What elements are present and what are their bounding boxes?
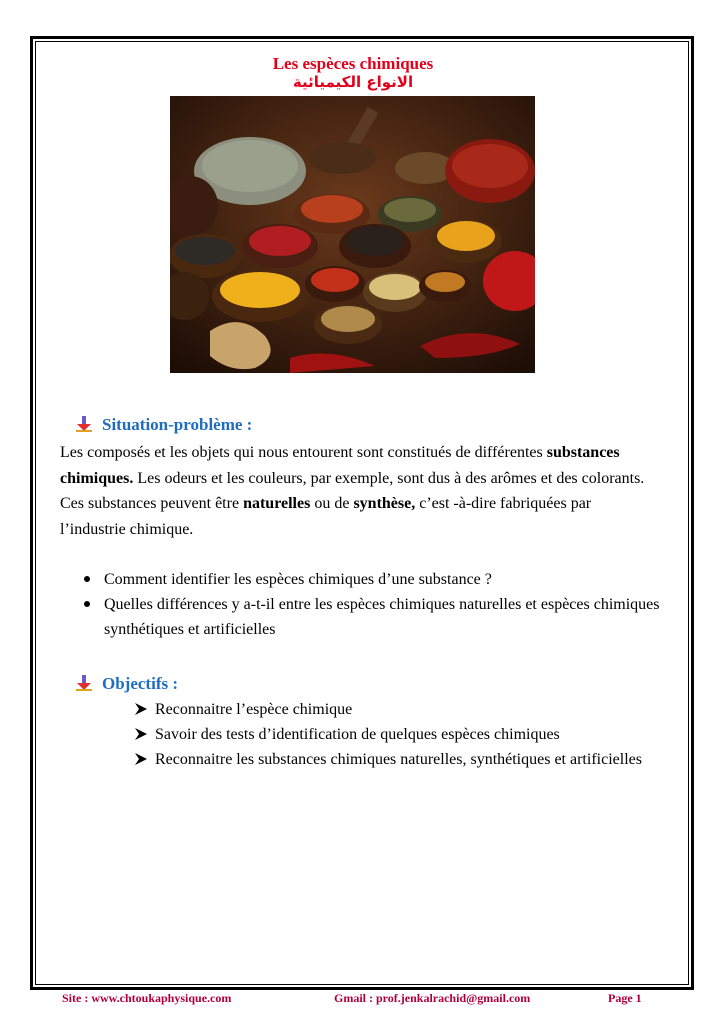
question-list xyxy=(82,567,662,642)
footer-site-link[interactable]: Site : www.chtoukaphysique.com xyxy=(62,991,232,1005)
footer-page-number: Page 1 xyxy=(608,991,642,1005)
situation-heading xyxy=(76,415,252,435)
objectives-list xyxy=(134,697,654,772)
situation-heading-text: Situation-problème : xyxy=(102,415,253,434)
paragraph-text: c’est -à-dire fabriquées par l’industrie chimique. xyxy=(60,495,592,538)
footer-gmail-link[interactable]: Gmail : prof.jenkalrachid@gmail.com xyxy=(334,991,531,1005)
situation-paragraph xyxy=(60,440,650,542)
paragraph-text: Les composés et les objets qui nous entourent sont constitués de différentes xyxy=(60,444,547,461)
page-title: Les espèces chimiques xyxy=(272,54,434,73)
bullet-dot-icon xyxy=(84,601,90,607)
page-subtitle-arabic: الانواع الكيميائية xyxy=(292,73,414,91)
objectifs-heading xyxy=(76,674,178,694)
list-item: Comment identifier les espèces chimiques d’une substance ? xyxy=(82,567,662,592)
paragraph-text: ou de xyxy=(310,495,354,512)
arrowhead-bullet-icon xyxy=(134,702,148,716)
bold-term: substances chimiques. xyxy=(60,444,620,487)
down-arrow-bullet-icon xyxy=(76,675,92,691)
list-item: Reconnaitre l’espèce chimique xyxy=(134,697,654,722)
objectifs-heading-text: Objectifs : xyxy=(102,674,179,693)
arrowhead-bullet-icon xyxy=(134,752,148,766)
arrowhead-bullet-icon xyxy=(134,727,148,741)
bold-term: synthèse, xyxy=(353,495,416,512)
footer-divider xyxy=(60,984,650,985)
list-item: Savoir des tests d’identification de quelques espèces chimiques xyxy=(134,722,654,747)
bold-term: naturelles xyxy=(243,495,311,512)
list-item: Quelles différences y a-t-il entre les espèces chimiques naturelles et espèces chimiques synthétiques et artificielles xyxy=(82,592,662,642)
bullet-dot-icon xyxy=(84,576,90,582)
spices-bowls-photo xyxy=(170,96,535,373)
list-item: Reconnaitre les substances chimiques naturelles, synthétiques et artificielles xyxy=(134,747,654,772)
down-arrow-bullet-icon xyxy=(76,416,92,432)
paragraph-text: Les odeurs et les couleurs, par exemple, sont dus à des arômes et des colorants. Ces substances peuvent être xyxy=(60,469,645,512)
